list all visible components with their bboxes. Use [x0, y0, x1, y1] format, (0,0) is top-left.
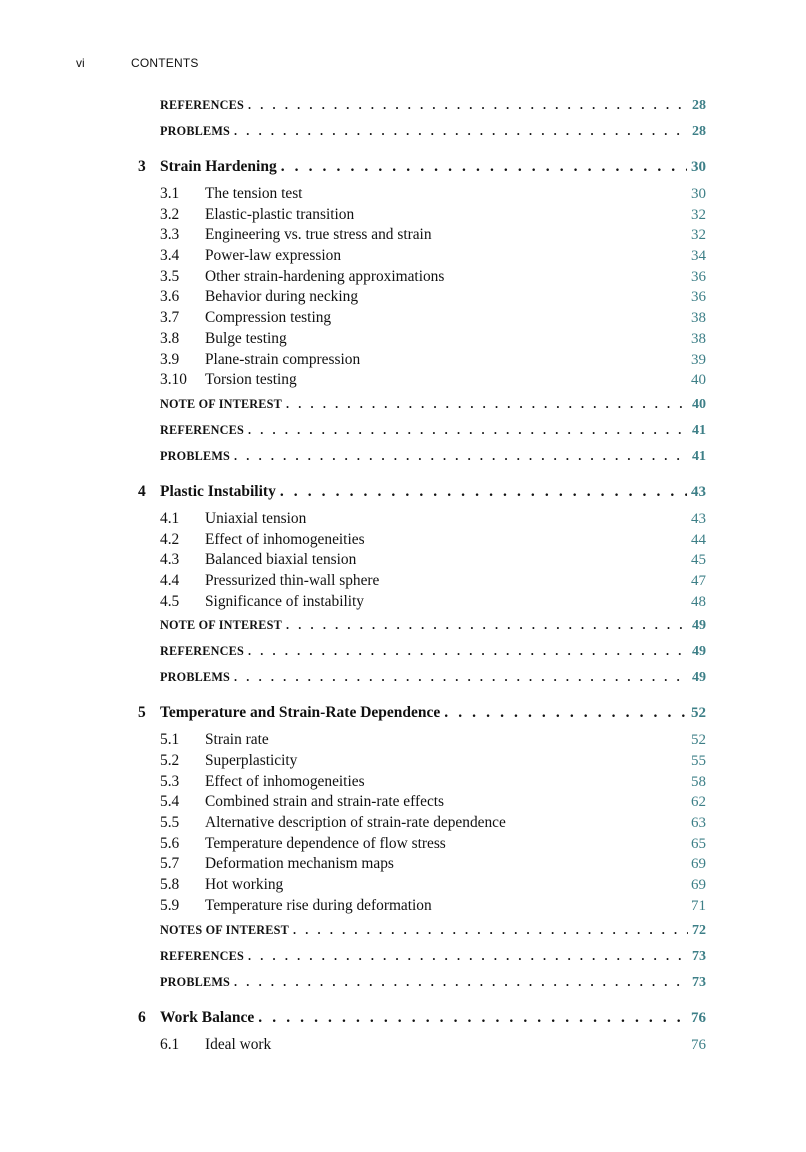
toc-misc-entry[interactable]: NOTE OF INTEREST . . . 49 [138, 616, 706, 642]
running-header [76, 56, 199, 70]
toc-section[interactable]: 4.3 Balanced biaxial tension 45 [160, 551, 706, 569]
toc-section[interactable]: 5.4 Combined strain and strain-rate effects 62 [160, 793, 706, 811]
toc-section[interactable]: 3.6 Behavior during necking 36 [160, 288, 706, 306]
toc-misc-entry[interactable]: REFERENCES . . . 28 [138, 96, 706, 122]
page-number: vi [76, 56, 85, 70]
toc-chapter-6[interactable]: 6 Work Balance . . . 76 [138, 1009, 706, 1035]
toc-section[interactable]: 5.6 Temperature dependence of flow stress 65 [160, 834, 706, 852]
toc-section[interactable]: 3.9 Plane-strain compression 39 [160, 350, 706, 368]
toc-section[interactable]: 5.7 Deformation mechanism maps 69 [160, 855, 706, 873]
toc-section[interactable]: 5.9 Temperature rise during deformation 71 [160, 896, 706, 914]
toc-section[interactable]: 4.4 Pressurized thin-wall sphere 47 [160, 571, 706, 589]
toc-section[interactable]: 3.5 Other strain-hardening approximations 36 [160, 267, 706, 285]
running-title: CONTENTS [131, 56, 199, 70]
toc-misc-entry[interactable]: REFERENCES . . . 49 [138, 642, 706, 668]
toc-misc-entry[interactable]: PROBLEMS . . . 28 [138, 122, 706, 148]
toc-section[interactable]: 3.8 Bulge testing 38 [160, 329, 706, 347]
toc-section[interactable]: 5.5 Alternative description of strain-rate dependence 63 [160, 814, 706, 832]
toc-section[interactable]: 4.1 Uniaxial tension 43 [160, 509, 706, 527]
toc-misc-entry[interactable]: PROBLEMS . . . 49 [138, 668, 706, 694]
toc-misc-entry[interactable]: REFERENCES . . . 41 [138, 421, 706, 447]
table-of-contents [138, 96, 706, 1055]
toc-section[interactable]: 3.7 Compression testing 38 [160, 309, 706, 327]
toc-misc-entry[interactable]: NOTE OF INTEREST . . . 40 [138, 395, 706, 421]
toc-section[interactable]: 5.8 Hot working 69 [160, 876, 706, 894]
toc-section[interactable]: 5.2 Superplasticity 55 [160, 752, 706, 769]
toc-misc-entry[interactable]: NOTES OF INTEREST . . . 72 [138, 921, 706, 947]
toc-section[interactable]: 4.5 Significance of instability 48 [160, 592, 706, 610]
toc-misc-entry[interactable]: PROBLEMS . . . 73 [138, 973, 706, 999]
toc-section[interactable]: 5.3 Effect of inhomogeneities 58 [160, 772, 706, 790]
toc-section[interactable]: 6.1 Ideal work 76 [160, 1035, 706, 1053]
toc-section[interactable]: 3.2 Elastic-plastic transition 32 [160, 205, 706, 223]
toc-section[interactable]: 3.1 The tension test 30 [160, 185, 706, 202]
toc-section[interactable]: 5.1 Strain rate 52 [160, 731, 706, 749]
toc-chapter-3[interactable]: 3 Strain Hardening . . . 30 [138, 158, 706, 184]
toc-section[interactable]: 3.3 Engineering vs. true stress and strain 32 [160, 226, 706, 244]
toc-section[interactable]: 4.2 Effect of inhomogeneities 44 [160, 530, 706, 548]
toc-misc-entry[interactable]: REFERENCES . . . 73 [138, 947, 706, 973]
toc-misc-entry[interactable]: PROBLEMS . . . 41 [138, 447, 706, 473]
toc-chapter-5[interactable]: 5 Temperature and Strain-Rate Dependence . . . 52 [138, 704, 706, 730]
toc-chapter-4[interactable]: 4 Plastic Instability . . . 43 [138, 483, 706, 509]
toc-section[interactable]: 3.4 Power-law expression 34 [160, 247, 706, 265]
toc-section[interactable]: 3.10 Torsion testing 40 [160, 371, 706, 389]
